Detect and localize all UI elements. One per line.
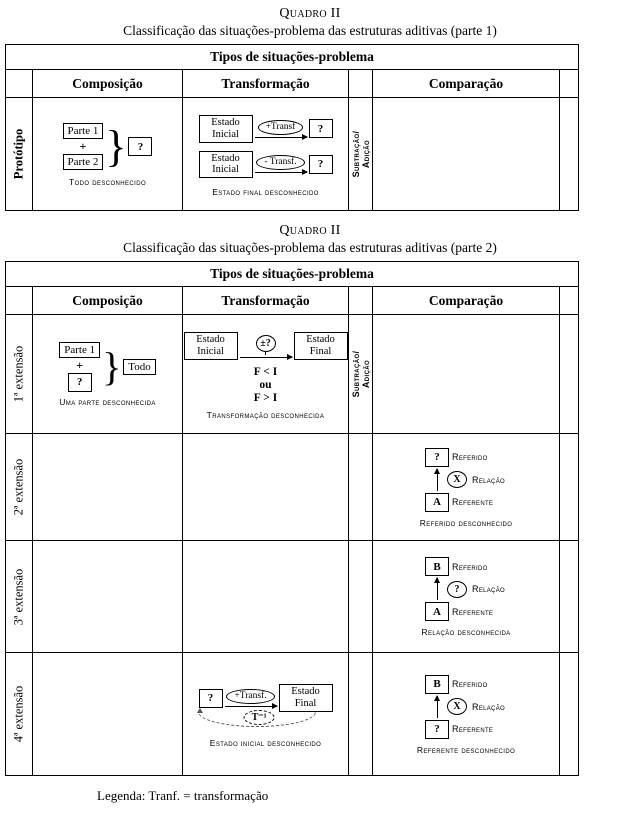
cell-row-label-ext3 [6,541,33,653]
empty-cell [349,70,373,98]
arrow-up-icon [437,578,438,600]
unknown-box: ? [68,373,92,392]
ellipse-label: - Transf. [256,155,304,170]
empty-cell [349,653,373,776]
caption: Uma parte desconhecida [59,396,156,407]
cell-row-label-ext4 [6,653,33,776]
inverse-transf-label: T⁻¹ [244,710,275,725]
table1-col-transformacao: Transformação [183,70,349,98]
arrow-right-icon [240,357,292,358]
empty-cell [33,541,183,653]
caption: Referente desconhecido [416,744,516,755]
circle-label: ? [447,581,467,598]
axis-label [351,131,371,178]
referente-label: Referente [452,606,494,617]
unknown-box: ? [309,119,333,138]
ellipse-label: +Transf [258,120,304,135]
empty-cell [349,541,373,653]
caption: Transformação desconhecida [206,409,325,420]
unknown-box: ? [425,448,449,467]
quadro1-subtitle: Classificação das situações-problema das estruturas aditivas (parte 1) [123,23,497,38]
row-label-prototipo: Protótipo [11,128,26,180]
diagram-box: Parte 1 [59,342,100,358]
cell-ext1-composicao [33,315,183,434]
diagram-box: Estado Final [279,684,333,711]
plus-operator: + [79,139,87,153]
row-label-ext2: 2ª extensão [11,458,26,516]
cell-ext3-comparacao [373,541,560,653]
table1-header: Tipos de situações-problema [6,45,579,70]
empty-cell [560,434,579,541]
diagram-box: Estado Final [294,332,348,359]
diagram-box: A [425,493,449,512]
inverse-loop [186,711,346,733]
caption: Estado final desconhecido [212,186,319,197]
arrow-right-icon [255,172,307,173]
diagram-box: Todo [123,359,155,375]
brace-icon: } [105,121,127,171]
circle-label: X [447,471,467,488]
legend-text: Legenda: Tranf. = transformação [97,788,269,803]
referido-label: Referido [452,679,488,689]
table1-col-comparacao: Comparação [373,70,560,98]
cell-row-label-ext2 [6,434,33,541]
plus-operator: + [76,357,84,372]
cell-axis-label [349,315,373,434]
relacao-label: Relação [472,584,505,594]
caption: Referido desconhecido [419,517,513,528]
table-part2 [5,261,579,776]
cell-axis-label [349,98,373,211]
empty-cell [6,287,33,315]
condition-block [254,366,277,405]
table2-col-composicao: Composição [33,287,183,315]
quadro2-title: Quadro II [279,223,341,238]
connector-tick [265,352,266,355]
diagram-box: Estado Inicial [184,332,238,359]
brace-icon: } [102,343,122,389]
table2-col-transformacao: Transformação [183,287,349,315]
cell-row-label-prototipo [6,98,33,211]
empty-cell [183,541,349,653]
ellipse-label: +Transf. [226,689,274,704]
arrow-up-icon [437,469,438,491]
relacao-label: Relação [472,701,505,712]
empty-cell [373,315,560,434]
empty-cell [33,653,183,776]
empty-cell [6,70,33,98]
circle-label: ±? [256,335,276,352]
diagram-box: Estado Inicial [199,115,253,142]
axis-line1: Subtração/ [350,350,361,398]
diagram-box: A [425,602,449,621]
table2-col-comparacao: Comparação [373,287,560,315]
arrow-right-icon [255,137,307,138]
cell-prototipo-transformacao [183,98,349,211]
empty-cell [33,434,183,541]
unknown-box: ? [309,155,333,174]
quadro1-title: Quadro II [279,6,341,21]
referido-label: Referido [452,452,488,462]
relacao-label: Relação [472,474,505,485]
condition-2: F > I [253,391,278,404]
axis-line1: Subtração/ [350,130,361,178]
arrow-up-icon [437,696,438,718]
empty-cell [560,653,579,776]
axis-line2: Adição [360,139,371,169]
caption: Todo desconhecido [68,176,147,187]
unknown-box: ? [425,720,449,739]
table2-header: Tipos de situações-problema [6,262,579,287]
empty-cell [183,434,349,541]
referido-label: Referido [452,561,488,572]
cell-row-label-ext1 [6,315,33,434]
diagram-box: B [425,675,449,694]
empty-cell [560,541,579,653]
arrow-right-icon [225,706,277,707]
row-label-ext3: 3ª extensão [11,568,26,625]
cell-ext4-comparacao [373,653,560,776]
cell-ext2-comparacao [373,434,560,541]
referente-label: Referente [452,497,494,507]
diagram-box: Estado Inicial [199,151,253,178]
unknown-box: ? [128,137,152,156]
condition-1: F < I [253,365,278,378]
cell-ext1-transformacao [183,315,349,434]
cell-prototipo-composicao [33,98,183,211]
condition-or: ou [259,378,272,391]
unknown-box: ? [199,689,223,708]
referente-label: Referente [452,724,494,734]
row-label-ext1: 1ª extensão [11,345,26,403]
empty-cell [560,315,579,434]
axis-label [351,351,371,398]
empty-cell [349,287,373,315]
empty-cell [560,70,579,98]
empty-cell [560,98,579,211]
caption: Relação desconhecida [421,627,511,637]
diagram-box: Parte 2 [63,154,104,170]
quadro2-subtitle: Classificação das situações-problema das estruturas aditivas (parte 2) [123,240,497,255]
caption: Estado inicial desconhecido [209,737,322,748]
axis-line2: Adição [360,359,371,389]
row-label-ext4: 4ª extensão [11,685,26,743]
empty-cell [349,434,373,541]
empty-cell [373,98,560,211]
circle-label: X [447,698,467,715]
table-part1 [5,44,579,211]
empty-cell [560,287,579,315]
table1-col-composicao: Composição [33,70,183,98]
diagram-box: B [425,557,449,576]
cell-ext4-transformacao [183,653,349,776]
diagram-box: Parte 1 [63,123,104,139]
